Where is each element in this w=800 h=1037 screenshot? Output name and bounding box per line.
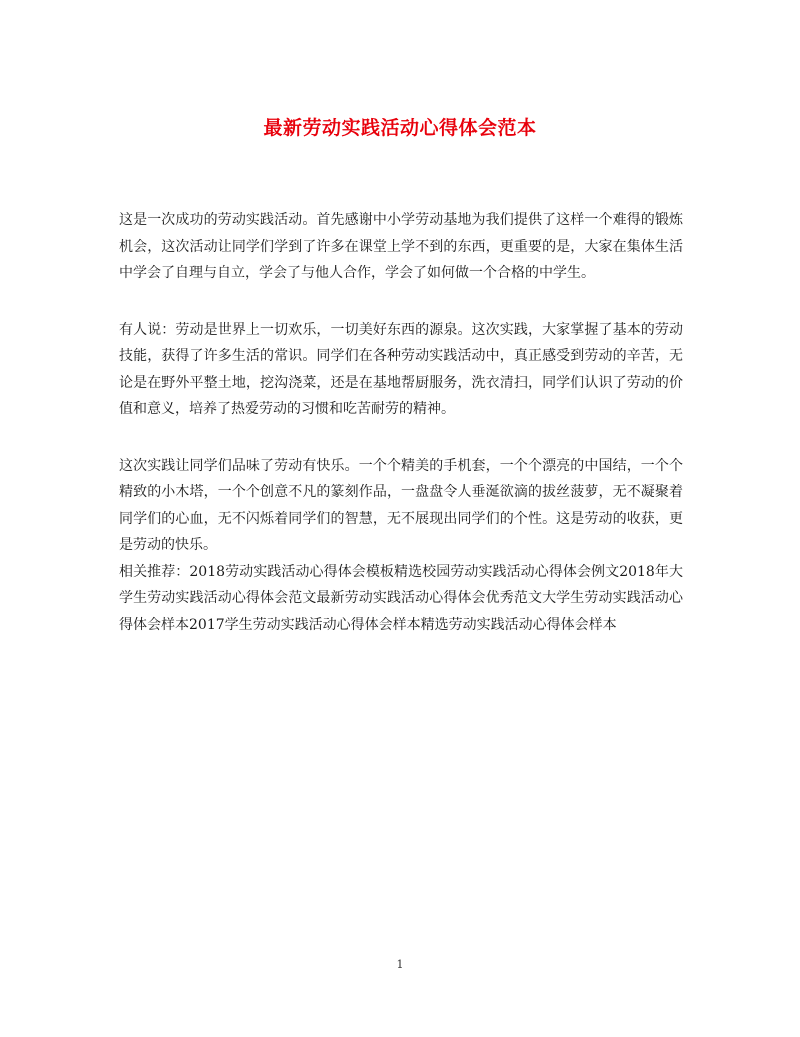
paragraph-2: 有人说：劳动是世界上一切欢乐，一切美好东西的源泉。这次实践，大家掌握了基本的劳动技能，获得了许多生活的常识。同学们在各种劳动实践活动中，真正感受到劳动的辛苦，无论是在野外平整土地，挖沟浇菜，还是在基地帮厨服务，洗衣清扫，同学们认识了劳动的价值和意义，培养了热爱劳动的习惯和吃苦耐劳的精神。 [119,321,683,417]
related-recommendations: 相关推荐：2018劳动实践活动心得体会模板精选校园劳动实践活动心得体会例文2018年大学生劳动实践活动心得体会范文最新劳动实践活动心得体会优秀范文大学生劳动实践活动心得体会样本2017学生劳动实践活动心得体会样本精选劳动实践活动心得体会样本 [119,563,683,633]
document-body [119,207,683,638]
paragraph-1: 这是一次成功的劳动实践活动。首先感谢中小学劳动基地为我们提供了这样一个难得的锻炼机会，这次活动让同学们学到了许多在课堂上学不到的东西，更重要的是，大家在集体生活中学会了自理与自立，学会了与他人合作，学会了如何做一个合格的中学生。 [119,212,683,281]
paragraph-3: 这次实践让同学们品味了劳动有快乐。一个个精美的手机套，一个个漂亮的中国结，一个个精致的小木塔，一个个创意不凡的篆刻作品，一盘盘令人垂涎欲滴的拔丝菠萝，无不凝聚着同学们的心血，无不闪烁着同学们的智慧，无不展现出同学们的个性。这是劳动的收获，更是劳动的快乐。 [119,457,683,553]
document-title: 最新劳动实践活动心得体会范本 [263,117,537,139]
page-number: 1 [396,958,404,971]
paragraph-gap [119,423,683,453]
paragraph-gap [119,287,683,317]
